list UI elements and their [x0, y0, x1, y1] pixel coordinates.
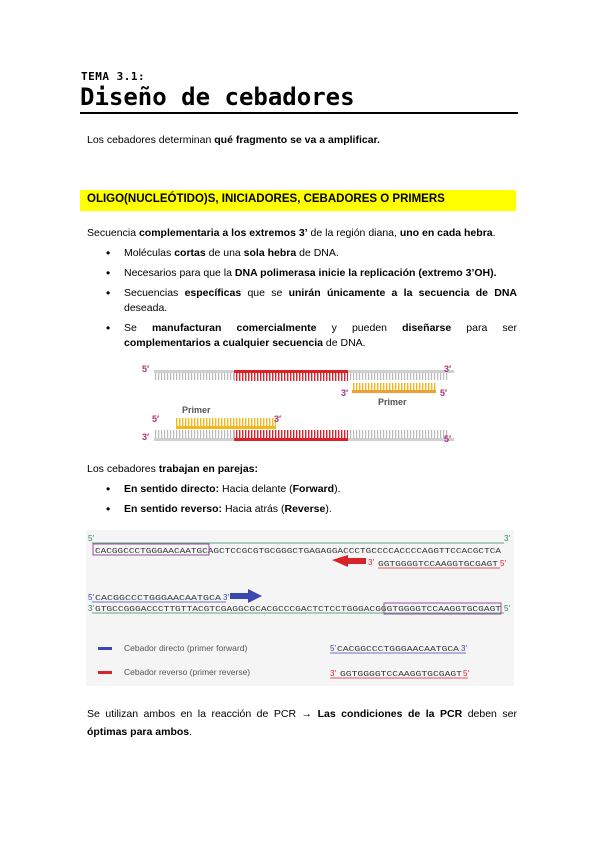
list-item: • Se manufacturan comercialmente y pueden diseñarse para ser complementarios a cualquier secuencia de DNA. — [87, 321, 517, 351]
top-strand-sequence: CACGGCCCTGGGAACAATGCAGCTCCGCGTGCGGGCTGAGAGGACCCTGCCCCACCCCAGGTTCCACGCTCA — [95, 548, 502, 556]
desc-text: . — [492, 227, 496, 239]
label-3-prime: 3′ — [444, 364, 452, 374]
intro-paragraph — [87, 133, 380, 147]
label-5-prime: 5′ — [88, 534, 94, 543]
desc-bold: complementaria a los extremos 3’ — [138, 227, 308, 239]
forward-primer-strand — [176, 426, 276, 429]
list-item: • Secuencias específicas que se unirán únicamente a la secuencia de DNA deseada. — [87, 286, 517, 316]
target-ticks-top — [234, 373, 348, 381]
reverse-primer-strand — [352, 390, 436, 393]
reverse-legend-swatch — [98, 671, 112, 674]
bottom-strand-sequence: GTGCCGGGACCCTTGTTACGTCGAGGCGCACGCCCGACTCTCCTGGGACGGGTGGGGTCCAAGGTGCGAGT — [95, 606, 502, 614]
desc-text: Secuencia — [87, 227, 139, 239]
label-5-prime: 5′ — [152, 414, 160, 424]
primer-sequence-figure — [86, 530, 514, 686]
label-5-prime: 5′ — [463, 669, 469, 678]
label-5-prime: 5′ — [500, 559, 506, 568]
forward-legend-swatch — [98, 647, 112, 650]
section-heading-text: OLIGO(NUCLEÓTIDO)S, INICIADORES, CEBADORES O PRIMERS — [87, 193, 445, 205]
desc-text: de la región diana, — [307, 227, 400, 239]
intro-text: Los cebadores determinan — [87, 134, 215, 146]
section-heading — [80, 190, 516, 211]
sequence-description — [87, 226, 496, 240]
label-5-prime: 5′ — [142, 364, 150, 374]
reverse-primer-sequence: GGTGGGGTCCAAGGTGCGAGT — [378, 561, 499, 569]
target-region-bottom — [234, 438, 348, 441]
target-region-top — [234, 370, 348, 373]
title-rule — [80, 112, 518, 114]
label-3-prime: 3′ — [368, 558, 374, 567]
label-5-prime: 5′ — [504, 604, 510, 613]
primer-annealing-diagram — [140, 360, 460, 446]
closing-paragraph: Se utilizan ambos en la reacción de PCR → Las condiciones de la PCR deben ser óptimas para ambos. — [87, 708, 518, 738]
list-item: • En sentido reverso: Hacia atrás (Reverse). — [87, 502, 517, 517]
legend-reverse-label: Cebador reverso (primer reverse) — [124, 667, 251, 677]
label-3-prime: 3′ — [330, 669, 336, 678]
label-3-prime: 3′ — [274, 414, 282, 424]
list-item: • En sentido directo: Hacia delante (Forward). — [87, 482, 517, 497]
tema-label: TEMA 3.1: — [81, 70, 146, 83]
primer-label: Primer — [182, 405, 211, 415]
label-5-prime: 5′ — [444, 434, 452, 444]
top-strand-ticks — [154, 373, 234, 380]
primer-label: Primer — [378, 397, 407, 407]
list-item: • Necesarios para que la DNA polimerasa inicie la replicación (extremo 3’OH). — [87, 266, 517, 281]
label-3-prime: 3′ — [88, 604, 94, 613]
label-3-prime: 3′ — [504, 534, 510, 543]
label-3-prime: 3′ — [142, 432, 150, 442]
page-title: Diseño de cebadores — [80, 83, 355, 111]
label-3-prime: 3′ — [341, 388, 349, 398]
desc-bold: uno en cada hebra — [399, 227, 493, 239]
legend-forward-label: Cebador directo (primer forward) — [124, 643, 248, 653]
label-5-prime: 5′ — [88, 593, 94, 602]
primer-properties-list — [87, 246, 517, 356]
forward-primer-sequence: CACGGCCCTGGGAACAATGCA — [95, 595, 222, 603]
label-5-prime: 5′ — [330, 644, 336, 653]
intro-bold: qué fragmento se va a amplificar. — [214, 134, 380, 146]
label-3-prime: 3′ — [223, 593, 229, 602]
legend-reverse-sequence: GGTGGGGTCCAAGGTGCGAGT — [340, 671, 463, 679]
legend-forward-sequence: CACGGCCCTGGGAACAATGCA — [337, 646, 460, 654]
label-5-prime: 5′ — [440, 388, 448, 398]
list-item: • Moléculas cortas de una sola hebra de DNA. — [87, 246, 517, 261]
primer-direction-list — [87, 482, 517, 522]
label-3-prime: 3′ — [461, 644, 467, 653]
pairs-intro: Los cebadores trabajan en parejas: — [87, 463, 259, 475]
